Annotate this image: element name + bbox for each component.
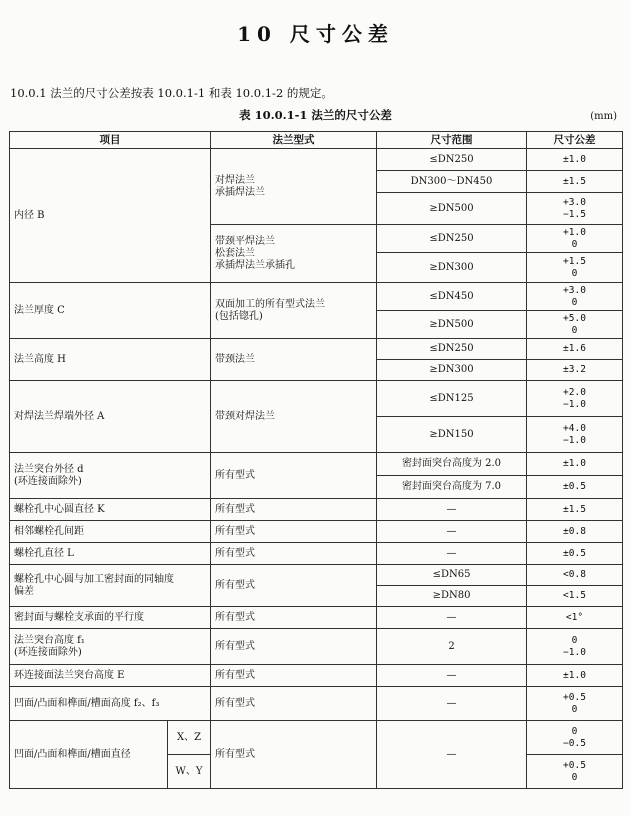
range-cell: ≥DN300 <box>377 360 527 381</box>
item-cell: 相邻螺栓孔间距 <box>10 521 211 543</box>
tolerance-cell <box>527 193 623 225</box>
range-cell: ≥DN300 <box>377 253 527 283</box>
table-row <box>10 149 623 171</box>
range-cell: ≥DN500 <box>377 193 527 225</box>
tolerance-cell: ±1.5 <box>527 499 623 521</box>
tolerance-cell <box>527 721 623 755</box>
tolerance-cell <box>527 755 623 789</box>
table-caption: 表 10.0.1-1 法兰的尺寸公差 <box>239 108 392 122</box>
item-cell: 环连接面法兰突台高度 E <box>10 665 211 687</box>
item-cell: 螺栓孔中心圆与加工密封面的同轴度 偏差 <box>10 565 211 607</box>
subitem-cell: W、Y <box>168 755 211 789</box>
tolerance-cell <box>527 253 623 283</box>
table-row <box>10 721 623 755</box>
header-type: 法兰型式 <box>211 132 377 149</box>
table-row <box>10 453 623 476</box>
tol-lower: −0.5 <box>563 737 586 749</box>
tolerance-cell: <0.8 <box>527 565 623 586</box>
table-row <box>10 665 623 687</box>
range-cell: — <box>377 665 527 687</box>
table-header-row <box>10 132 623 149</box>
tol-upper: +2.0 <box>563 386 586 398</box>
tolerance-cell <box>527 225 623 253</box>
tolerance-cell <box>527 381 623 417</box>
type-cell: 所有型式 <box>211 543 377 565</box>
type-cell: 所有型式 <box>211 565 377 607</box>
tol-upper: 0 <box>571 634 578 646</box>
tol-upper: +5.0 <box>563 312 586 324</box>
table-row <box>10 283 623 311</box>
tolerance-cell: ±0.5 <box>527 476 623 499</box>
table-row <box>10 687 623 721</box>
unit-label: (mm) <box>590 111 617 122</box>
tolerance-cell <box>527 311 623 339</box>
type-cell: 所有型式 <box>211 607 377 629</box>
range-cell: — <box>377 721 527 789</box>
tolerance-cell: ±0.8 <box>527 521 623 543</box>
item-cell: 法兰高度 H <box>10 339 211 381</box>
table-row <box>10 339 623 360</box>
tol-lower: −1.0 <box>563 398 586 410</box>
type-cell: 对焊法兰 承插焊法兰 <box>211 149 377 225</box>
range-cell: ≥DN500 <box>377 311 527 339</box>
header-item: 项目 <box>10 132 211 149</box>
tol-upper: +3.0 <box>563 196 586 208</box>
type-cell: 所有型式 <box>211 721 377 789</box>
range-cell: ≤DN250 <box>377 339 527 360</box>
range-cell: — <box>377 687 527 721</box>
type-cell: 双面加工的所有型式法兰 (包括锪孔) <box>211 283 377 339</box>
table-row <box>10 565 623 586</box>
tol-lower: 0 <box>571 324 578 336</box>
tol-upper: +1.5 <box>563 255 586 267</box>
tol-lower: 0 <box>571 771 578 783</box>
range-cell: ≥DN150 <box>377 417 527 453</box>
tol-upper: +4.0 <box>563 422 586 434</box>
item-cell: 凹面/凸面和榫面/槽面高度 f₂、f₃ <box>10 687 211 721</box>
tolerance-cell: <1° <box>527 607 623 629</box>
table-row <box>10 381 623 417</box>
item-cell: 法兰突台外径 d (环连接面除外) <box>10 453 211 499</box>
item-cell: 法兰厚度 C <box>10 283 211 339</box>
range-cell: — <box>377 543 527 565</box>
range-cell: — <box>377 521 527 543</box>
type-cell: 带颈平焊法兰 松套法兰 承插焊法兰承插孔 <box>211 225 377 283</box>
tol-lower: −1.0 <box>563 646 586 658</box>
range-cell: ≤DN65 <box>377 565 527 586</box>
item-cell: 螺栓孔直径 L <box>10 543 211 565</box>
subitem-cell: X、Z <box>168 721 211 755</box>
tolerance-cell <box>527 417 623 453</box>
range-cell: 密封面突台高度为 2.0 <box>377 453 527 476</box>
item-cell: 内径 B <box>10 149 211 283</box>
range-cell: ≥DN80 <box>377 586 527 607</box>
tolerance-cell: ±1.0 <box>527 665 623 687</box>
header-range: 尺寸范围 <box>377 132 527 149</box>
type-cell: 所有型式 <box>211 665 377 687</box>
tolerance-cell: ±3.2 <box>527 360 623 381</box>
tol-upper: 0 <box>571 725 578 737</box>
item-cell: 密封面与螺栓支承面的平行度 <box>10 607 211 629</box>
header-tolerance: 尺寸公差 <box>527 132 623 149</box>
range-cell: ≤DN125 <box>377 381 527 417</box>
tolerance-cell <box>527 629 623 665</box>
tolerance-cell: ±1.6 <box>527 339 623 360</box>
tol-upper: +0.5 <box>563 691 586 703</box>
range-cell: — <box>377 499 527 521</box>
table-row <box>10 629 623 665</box>
tol-lower: 0 <box>571 238 578 250</box>
range-cell: ≤DN450 <box>377 283 527 311</box>
tolerance-cell: ±1.0 <box>527 149 623 171</box>
range-cell: DN300～DN450 <box>377 171 527 193</box>
type-cell: 所有型式 <box>211 499 377 521</box>
type-cell: 所有型式 <box>211 629 377 665</box>
type-cell: 带颈对焊法兰 <box>211 381 377 453</box>
tol-lower: −1.0 <box>563 434 586 446</box>
tolerance-table <box>9 131 623 789</box>
table-row <box>10 499 623 521</box>
chapter-title: 10 尺寸公差 <box>237 22 394 46</box>
tol-upper: +1.0 <box>563 226 586 238</box>
intro-paragraph: 10.0.1 法兰的尺寸公差按表 10.0.1-1 和表 10.0.1-2 的规定。 <box>10 86 333 100</box>
item-cell: 对焊法兰焊端外径 A <box>10 381 211 453</box>
type-cell: 带颈法兰 <box>211 339 377 381</box>
type-cell: 所有型式 <box>211 521 377 543</box>
type-cell: 所有型式 <box>211 453 377 499</box>
tolerance-cell: <1.5 <box>527 586 623 607</box>
table-row <box>10 543 623 565</box>
range-cell: ≤DN250 <box>377 149 527 171</box>
tol-lower: −1.5 <box>563 208 586 220</box>
tol-upper: +3.0 <box>563 284 586 296</box>
table-row <box>10 607 623 629</box>
table-row <box>10 521 623 543</box>
tolerance-cell: ±1.0 <box>527 453 623 476</box>
tolerance-cell: ±0.5 <box>527 543 623 565</box>
tolerance-cell: ±1.5 <box>527 171 623 193</box>
tol-lower: 0 <box>571 267 578 279</box>
range-cell: 2 <box>377 629 527 665</box>
tolerance-cell <box>527 283 623 311</box>
item-cell: 凹面/凸面和榫面/槽面直径 <box>10 721 168 789</box>
range-cell: ≤DN250 <box>377 225 527 253</box>
item-cell: 螺栓孔中心圆直径 K <box>10 499 211 521</box>
tol-lower: 0 <box>571 703 578 715</box>
tolerance-cell <box>527 687 623 721</box>
tol-upper: +0.5 <box>563 759 586 771</box>
range-cell: — <box>377 607 527 629</box>
type-cell: 所有型式 <box>211 687 377 721</box>
item-cell: 法兰突台高度 f₁ (环连接面除外) <box>10 629 211 665</box>
tol-lower: 0 <box>571 296 578 308</box>
range-cell: 密封面突台高度为 7.0 <box>377 476 527 499</box>
